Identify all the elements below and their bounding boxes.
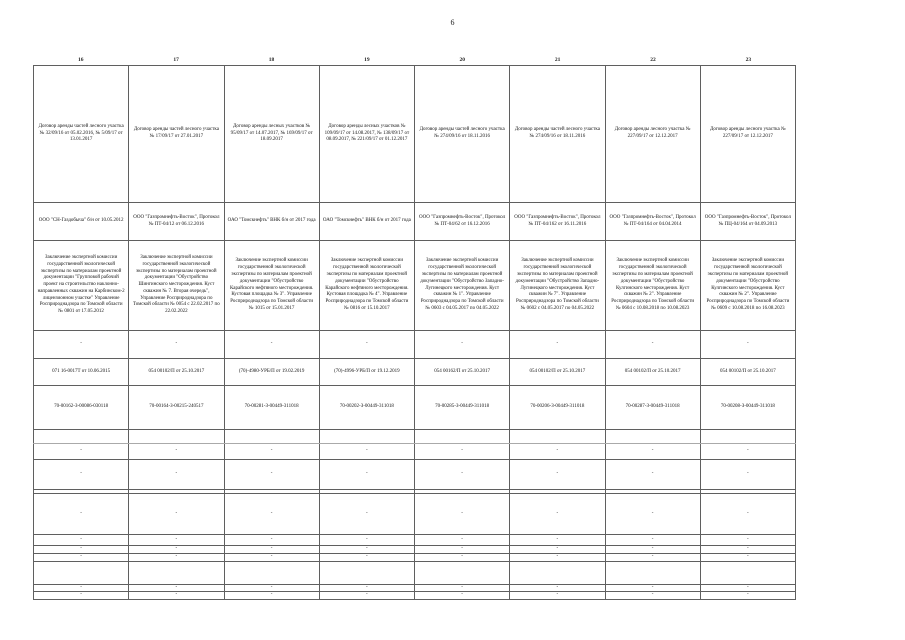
table-cell bbox=[224, 430, 319, 444]
table-cell: - bbox=[700, 460, 795, 490]
table-cell: - bbox=[510, 553, 605, 561]
table-cell: 054 00102/П от 25.10.2017 bbox=[605, 359, 700, 386]
table-cell: - bbox=[415, 553, 510, 561]
table-cell bbox=[700, 561, 795, 584]
table-cell: ООО "СН-Газдобыча" б/н от 10.05.2012 bbox=[34, 203, 129, 241]
table-cell: - bbox=[510, 444, 605, 460]
table-cell: - bbox=[319, 535, 414, 546]
table-cell: Договор аренды частей лесного участка № 32/09/16 от 05.02.2016, № 5/09/17 от 13.01.2017 bbox=[34, 66, 129, 203]
table-cell: ООО "Газпромнефть-Восток", Протокол № ПТ-04/164 от 04.04.2014 bbox=[605, 203, 700, 241]
table-cell: - bbox=[319, 553, 414, 561]
table-row-lease-agreements bbox=[34, 66, 796, 203]
table-row-registry-numbers bbox=[34, 386, 796, 430]
table-cell: - bbox=[319, 444, 414, 460]
table-cell: - bbox=[319, 592, 414, 600]
table-body bbox=[34, 66, 796, 600]
table-cell: 70-00285-З-00449-311018 bbox=[415, 386, 510, 430]
table-row-dash-row bbox=[34, 460, 796, 490]
table-cell: - bbox=[34, 592, 129, 600]
table-cell: - bbox=[224, 444, 319, 460]
table-row-dash-row bbox=[34, 494, 796, 535]
table-cell: - bbox=[129, 331, 224, 359]
table-cell: - bbox=[605, 460, 700, 490]
table-cell: Договор аренды лесных участков № 95/09/17 от 14.07.2017, № 169/09/17 от 18.09.2017 bbox=[224, 66, 319, 203]
table-cell: - bbox=[700, 331, 795, 359]
table-cell: ООО "Газпромнефть-Восток", Протокол № ПТ-04/62 от 16.12.2016 bbox=[415, 203, 510, 241]
table-cell: - bbox=[510, 584, 605, 592]
table-cell: Заключение экспертной комиссии государственной экологической экспертизы по материалам проектной документации "Обустройство Карайского нефтяного месторождения. Кустовая площадка № 4". Управление Росприроднадзора по Томской области № 0816 от 15.10.2017 bbox=[319, 241, 414, 331]
table-row-dash-row bbox=[34, 546, 796, 554]
table-cell: - bbox=[224, 535, 319, 546]
table-cell: - bbox=[605, 553, 700, 561]
table-cell: ОАО "Томскнефть" ВНК б/н от 2017 года bbox=[319, 203, 414, 241]
table-row-expert-conclusions bbox=[34, 241, 796, 331]
column-header: 22 bbox=[650, 57, 656, 63]
table-cell: 70-00281-З-00449-311018 bbox=[224, 386, 319, 430]
table-cell bbox=[605, 561, 700, 584]
table-cell: Заключение экспертной комиссии государственной экологической экспертизы по материалам проектной документации "Обустройство Шингинского месторождения. Куст скважин № 7. Вторая очередь", Управление Росприроднадзора по Томской области № 0054 с 22.02.2017 по 22.02.2022 bbox=[129, 241, 224, 331]
data-table bbox=[33, 56, 796, 600]
table-cell: 071 16-0017Т от 10.06.2015 bbox=[34, 359, 129, 386]
table-cell: - bbox=[224, 494, 319, 535]
table-cell: - bbox=[605, 444, 700, 460]
table-cell: - bbox=[605, 331, 700, 359]
table-cell: - bbox=[34, 553, 129, 561]
table-cell: - bbox=[415, 444, 510, 460]
table-cell: ООО "Газпромнефть-Восток", Протокол № ПТ-04/12 от 06.12.2016 bbox=[129, 203, 224, 241]
table-cell: - bbox=[510, 535, 605, 546]
table-cell bbox=[129, 561, 224, 584]
table-cell: 054 00102/П от 25.10.2017 bbox=[129, 359, 224, 386]
table-cell bbox=[34, 430, 129, 444]
table-cell: - bbox=[415, 592, 510, 600]
table-cell: - bbox=[319, 331, 414, 359]
table-cell: Заключение экспертной комиссии государственной экологической экспертизы по материалам проектной документации "Обустройство Западно-Лугинецкого месторождения. Куст скважин № 1". Управление Росприроднадзора по Томской области № 0603 с 04.05.2017 по 04.05.2022 bbox=[415, 241, 510, 331]
table-cell: - bbox=[700, 494, 795, 535]
table-cell: - bbox=[129, 444, 224, 460]
table-cell: - bbox=[129, 553, 224, 561]
table-cell: Заключение экспертной комиссии государственной экологической экспертизы по материалам проектной документации "Обустройство Западно-Лугинецкого месторождения. Куст скважин № 7". Управление Росприроднадзора по Томской области № 0602 с 04.05.2017 по 04.05.2022 bbox=[510, 241, 605, 331]
table-cell bbox=[319, 430, 414, 444]
table-cell: - bbox=[129, 535, 224, 546]
table-cell: - bbox=[129, 592, 224, 600]
table-cell: - bbox=[605, 535, 700, 546]
table-cell: 70-00164-З-00215-240517 bbox=[129, 386, 224, 430]
table-cell: Договор аренды частей лесного участка № 274/09/16 от 18.11.2016 bbox=[415, 66, 510, 203]
column-header: 16 bbox=[77, 57, 84, 63]
table-cell: - bbox=[34, 444, 129, 460]
table-cell: - bbox=[415, 546, 510, 554]
table-cell bbox=[129, 430, 224, 444]
table-cell: Договор аренды лесного участка № 227/09/17 от 12.12.2017 bbox=[605, 66, 700, 203]
table-cell: - bbox=[224, 460, 319, 490]
table-column-headers bbox=[33, 56, 796, 65]
table-cell: - bbox=[605, 592, 700, 600]
table-cell: - bbox=[34, 331, 129, 359]
table-cell: 054 00102/П от 25.10.2017 bbox=[510, 359, 605, 386]
table-cell: - bbox=[319, 460, 414, 490]
table-row-license-numbers bbox=[34, 359, 796, 386]
table-cell: Заключение экспертной комиссии государственной экологической экспертизы по материалам проектной документации "Обустройство Карайского нефтяного месторождения. Кустовая площадка № 3". Управление Росприроднадзора по Томской области № 1015 от 15.01.2017 bbox=[224, 241, 319, 331]
table-cell: 70-00208-З-00449-311018 bbox=[700, 386, 795, 430]
table-cell: Заключение экспертной комиссии государственной экологической экспертизы по материалам проектной документации "Групповой рабочий проект на строительство наклонно-направленных скважин на Карбинском-2 лицензионном участке" Управление Росприроднадзора по Томской области № 0801 от 17.05.2012 bbox=[34, 241, 129, 331]
table-cell: 70-00162-З-00086-030118 bbox=[34, 386, 129, 430]
table-cell: - bbox=[224, 553, 319, 561]
table-cell: Договор аренды частей лесного участка № 17/09/17 от 27.01.2017 bbox=[129, 66, 224, 203]
table-cell: 70-00206-З-00449-311018 bbox=[510, 386, 605, 430]
table-cell: - bbox=[510, 592, 605, 600]
table-cell: - bbox=[129, 546, 224, 554]
table-cell: - bbox=[415, 494, 510, 535]
table-cell: - bbox=[224, 546, 319, 554]
table-cell: ОАО "Томскнефть" ВНК б/н от 2017 года bbox=[224, 203, 319, 241]
table-cell bbox=[605, 430, 700, 444]
table-cell: - bbox=[319, 494, 414, 535]
table-cell: - bbox=[510, 460, 605, 490]
table-cell: (70)-4980-УРБ/П от 19.02.2019 bbox=[224, 359, 319, 386]
table-cell bbox=[224, 561, 319, 584]
table-cell: - bbox=[129, 460, 224, 490]
table-cell: - bbox=[415, 584, 510, 592]
table-cell: - bbox=[700, 535, 795, 546]
table-cell: - bbox=[34, 546, 129, 554]
table-cell: Заключение экспертной комиссии государственной экологической экспертизы по материалам проектной документации "Обустройство Кулгинского месторождения. Куст скважин № 2". Управление Росприроднадзора по Томской области № 0609 с 10.08.2018 по 16.08.2023 bbox=[700, 241, 795, 331]
table-cell: - bbox=[129, 584, 224, 592]
table-cell: - bbox=[510, 331, 605, 359]
table-cell: - bbox=[224, 592, 319, 600]
page-number: 6 bbox=[450, 18, 455, 27]
table-cell bbox=[510, 561, 605, 584]
table-row-dash-row bbox=[34, 584, 796, 592]
table-cell bbox=[700, 430, 795, 444]
table-cell bbox=[319, 561, 414, 584]
table-cell: - bbox=[605, 546, 700, 554]
table-cell bbox=[34, 561, 129, 584]
table-cell: - bbox=[319, 584, 414, 592]
column-header: 23 bbox=[745, 57, 752, 63]
table-cell: - bbox=[700, 546, 795, 554]
column-header: 17 bbox=[173, 57, 179, 63]
table-row-dash-row bbox=[34, 444, 796, 460]
table-cell: ООО "Газпромнефть-Восток", Протокол № ПТ-04/162 от 16.11.2016 bbox=[510, 203, 605, 241]
table-row-dash-row bbox=[34, 553, 796, 561]
column-header: 20 bbox=[459, 57, 465, 63]
table-cell: - bbox=[700, 444, 795, 460]
table-cell: Договор аренды лесных участков № 109/09/17 от 14.08.2017, № 138/09/17 от 08.09.2017, № 221/09/17 от 01.12.2017 bbox=[319, 66, 414, 203]
table-cell: - bbox=[34, 535, 129, 546]
table-cell: - bbox=[510, 546, 605, 554]
table-cell: - bbox=[34, 494, 129, 535]
table-cell: - bbox=[700, 553, 795, 561]
table-cell: - bbox=[415, 331, 510, 359]
table-cell: - bbox=[319, 546, 414, 554]
table-row-dash-row bbox=[34, 331, 796, 359]
table-row-empty-row bbox=[34, 561, 796, 584]
table-cell: - bbox=[700, 592, 795, 600]
table-cell: 70-00202-З-00449-311018 bbox=[319, 386, 414, 430]
column-header: 19 bbox=[364, 57, 370, 63]
table-cell: - bbox=[415, 535, 510, 546]
table-cell: (70)-4996-УРБ/П от 19.12.2019 bbox=[319, 359, 414, 386]
table-row-dash-row bbox=[34, 535, 796, 546]
table-cell: - bbox=[224, 584, 319, 592]
table-cell: - bbox=[605, 584, 700, 592]
table-cell: Договор аренды частей лесного участка № 274/09/16 от 18.11.2016 bbox=[510, 66, 605, 203]
table-cell: 054 00102/П от 25.10.2017 bbox=[700, 359, 795, 386]
table-row-approval-protocols bbox=[34, 203, 796, 241]
table-cell bbox=[415, 430, 510, 444]
table-cell: - bbox=[34, 460, 129, 490]
table-cell: 70-00287-З-00449-311018 bbox=[605, 386, 700, 430]
table-cell: - bbox=[700, 584, 795, 592]
table-grid bbox=[33, 65, 796, 600]
table-cell bbox=[510, 430, 605, 444]
table-cell: - bbox=[415, 460, 510, 490]
table-cell: Заключение экспертной комиссии государственной экологической экспертизы по материалам проектной документации "Обустройство Кулгинского месторождения. Куст скважин № 2". Управление Росприроднадзора по Томской области № 0604 с 10.08.2018 по 10.08.2023 bbox=[605, 241, 700, 331]
table-cell: 054 00162/П от 25.10.2017 bbox=[415, 359, 510, 386]
column-header: 21 bbox=[554, 57, 561, 63]
table-cell: Договор аренды лесного участка № 227/09/17 от 12.12.2017 bbox=[700, 66, 795, 203]
table-row-dash-row bbox=[34, 592, 796, 600]
table-cell: - bbox=[129, 494, 224, 535]
table-cell: - bbox=[605, 494, 700, 535]
table-row-empty-row bbox=[34, 430, 796, 444]
column-header: 18 bbox=[268, 57, 275, 63]
table-cell: ООО "Газпромнефть-Восток", Протокол № ПЦ-04/164 от 04.09.2013 bbox=[700, 203, 795, 241]
table-cell: - bbox=[224, 331, 319, 359]
table-cell bbox=[415, 561, 510, 584]
table-cell: - bbox=[510, 494, 605, 535]
table-cell: - bbox=[34, 584, 129, 592]
